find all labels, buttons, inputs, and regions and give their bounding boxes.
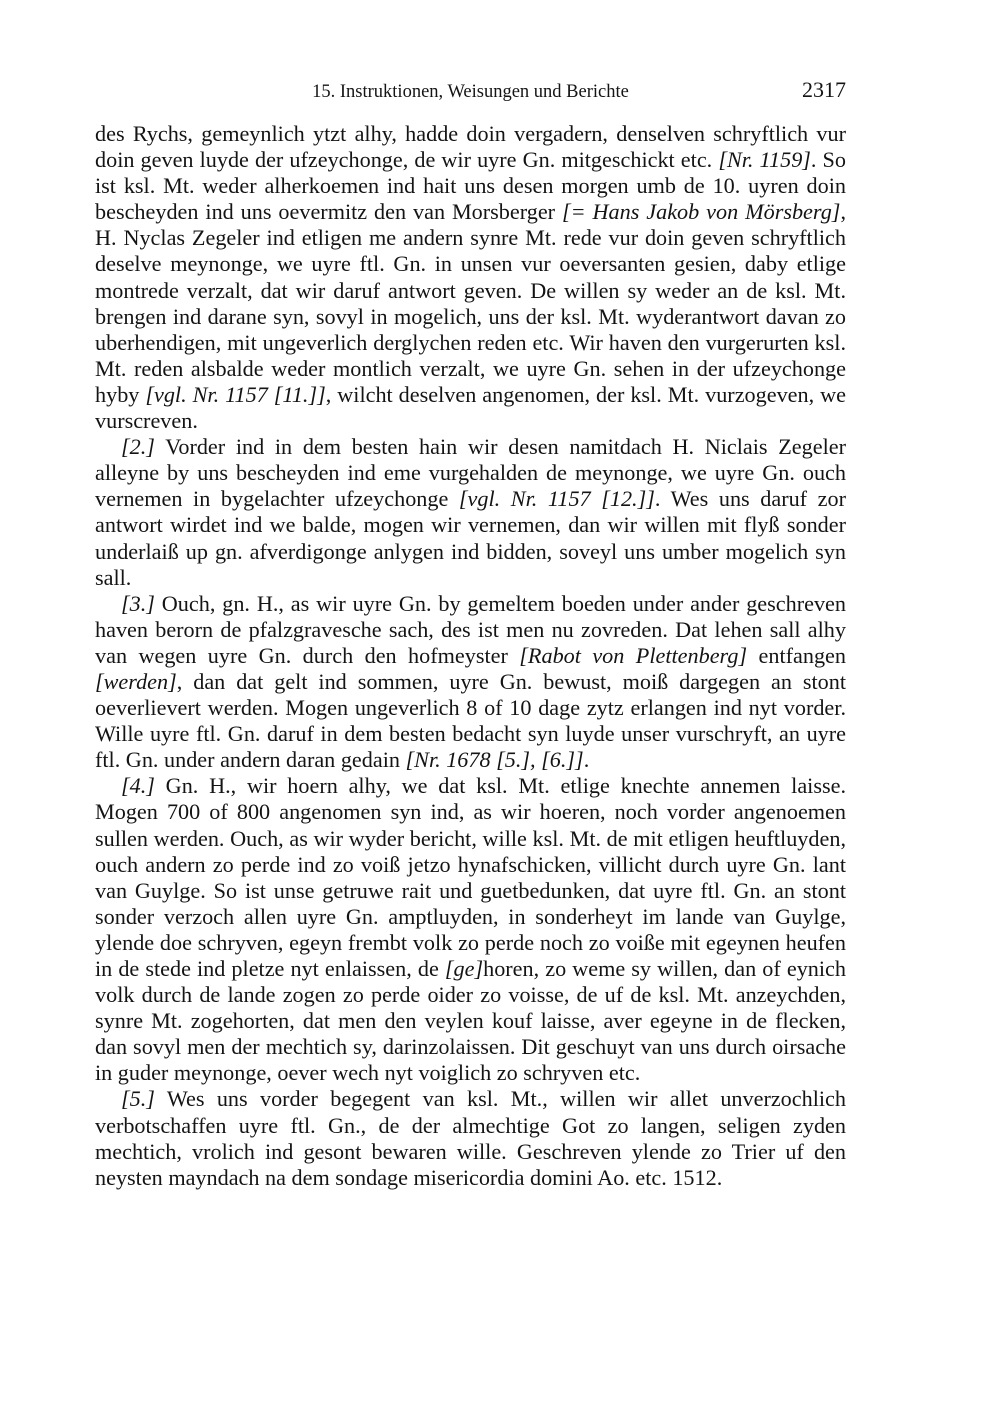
italic-run: [vgl. Nr. 1157 [11.]] [145,381,326,407]
text-run: , H. Nyclas Zegeler ind etligen me andern synre Mt. rede vur doin geven schryftlich deselve meynonge, we uyre ftl. Gn. in unsen vur oeversanten gesien, daby etlige montrede verzalt, dat wir daruf antwort geven. De willen sy weder an de ksl. Mt. brengen ind darane syn, sovyl in mogelich, uns der ksl. Mt. wyderantwort davan zo uberhendigen, mit ungeverlich derglychen reden etc. Wir haven den vurgerurten ksl. Mt. reden alsbalde weder montlich verzalt, we uyre Gn. sehen in der ufzeychonge hyby [95,199,846,407]
text-run: Gn. H., wir hoern alhy, we dat ksl. Mt. etlige knechte annemen laisse. Mogen 700 of 800 angenomen syn ind, as wir hoeren, noch vorder angenoemen sullen werden. Ouch, as wir wyder bericht, wille ksl. Mt. de mit etligen heuftluyden, ouch andern zo perde ind zo voiß jetzo hynafschicken, villicht durch uyre Gn. lant van Guylge. So ist unse getruwe rait und guetbedunken, dat uyre ftl. Gn. an stont sonder verzoch allen uyre Gn. amptluyden, in sonderheyt im lande van Guylge, ylende doe schryven, egeyn frembt volk zo perde noch zo voiße mit egeynen heufen in de stede ind pletze nyt enlaissen, de [95,773,846,981]
text-run: horen, zo weme sy willen, dan of eynich volk durch de lande zogen zo perde oider zo voisse, de uf de ksl. Mt. anzeychden, synre Mt. zogehorten, dat men den veylen kouf laisse, aver egeyne in de flecken, dan sovyl men der mechtich sy, darinzolaissen. Dit geschuyt van uns durch oirsache in guder meynonge, oever wech nyt voiglich zo schryven etc. [95,956,846,1086]
paragraph-4 [95,773,846,1086]
italic-run: [werden] [95,668,177,694]
italic-run: [Nr. 1159] [718,147,811,173]
italic-run: [ge] [444,956,484,981]
paragraph-5 [95,1086,846,1190]
italic-run: [Rabot von Plettenberg] [519,642,748,668]
text-run: Vorder ind in dem besten hain wir desen namitdach H. Niclais Zegeler alleyne by uns bescheyden ind eme vurgehalden de meynonge, we uyre Gn. ouch vernemen in bygelachter ufzeychonge [95,434,846,512]
text-run: . So ist ksl. Mt. weder alherkoemen ind hait uns desen morgen umb de 10. uyren doin bescheyden ind uns oevermitz den van Morsberger [95,147,846,225]
text-run: , wilcht deselven angenomen, der ksl. Mt. vurzogeven, we vurscreven. [95,381,846,434]
italic-run: [3.] [121,590,155,616]
running-head: 15. Instruktionen, Weisungen und Berichte [312,82,629,102]
text-run: Wes uns vorder begegent van ksl. Mt., willen wir allet unverzochlich verbotschaffen uyre ftl. Gn., de der almechtige Got zo langen, seligen zyden mechtich, vrolich ind gesont bewaren wille. Geschreven ylende zo Trier uf den neysten mayndach na dem sondage misericordia domini Ao. etc. 1512. [95,1086,846,1190]
page-header [95,74,846,114]
text-run: des Rychs, gemeynlich ytzt alhy, hadde doin vergadern, denselven schryftlich vur doin geven luyde der ufzeychonge, de wir uyre Gn. mitgeschickt etc. [95,121,846,173]
paragraph-2 [95,434,846,591]
text-body [95,121,846,1191]
italic-run: [vgl. Nr. 1157 [12.]] [458,486,655,512]
text-run: Ouch, gn. H., as wir uyre Gn. by gemeltem boeden under ander geschreven haven berorn de pfalzgravesche sach, des ist men nu zovreden. Dat lehen sall alhy van wegen uyre Gn. durch den hofmeyster [95,590,846,668]
text-run: . Wes uns daruf zor antwort wirdet ind we balde, mogen wir vernemen, dan wir willen mit flyß sonder underlaiß up gn. afverdigonge anlygen ind bidden, soveyl uns umber mogelich syn sall. [95,486,846,590]
paragraph-3 [95,591,846,774]
italic-run: [4.] [121,773,155,799]
italic-run: [2.] [121,434,155,460]
text-run: . [583,747,590,773]
italic-run: [5.] [121,1086,155,1112]
italic-run: [Nr. 1678 [5.], [6.]] [405,747,584,773]
text-run: , dan dat gelt ind sommen, uyre Gn. bewust, moiß dargegen an stont oeverlievert werden. Mogen ungeverlich 8 of 10 dage zytz erlangen ind nyt vorder. Wille uyre ftl. Gn. daruf in dem besten bedacht syn luyde unser vurschryft, an uyre ftl. Gn. under andern daran gedain [95,668,846,773]
italic-run: [= Hans Jakob von Mörsberg] [561,199,841,225]
page-number: 2317 [802,77,846,102]
text-run: entfangen [747,642,846,668]
paragraph-1 [95,121,846,434]
